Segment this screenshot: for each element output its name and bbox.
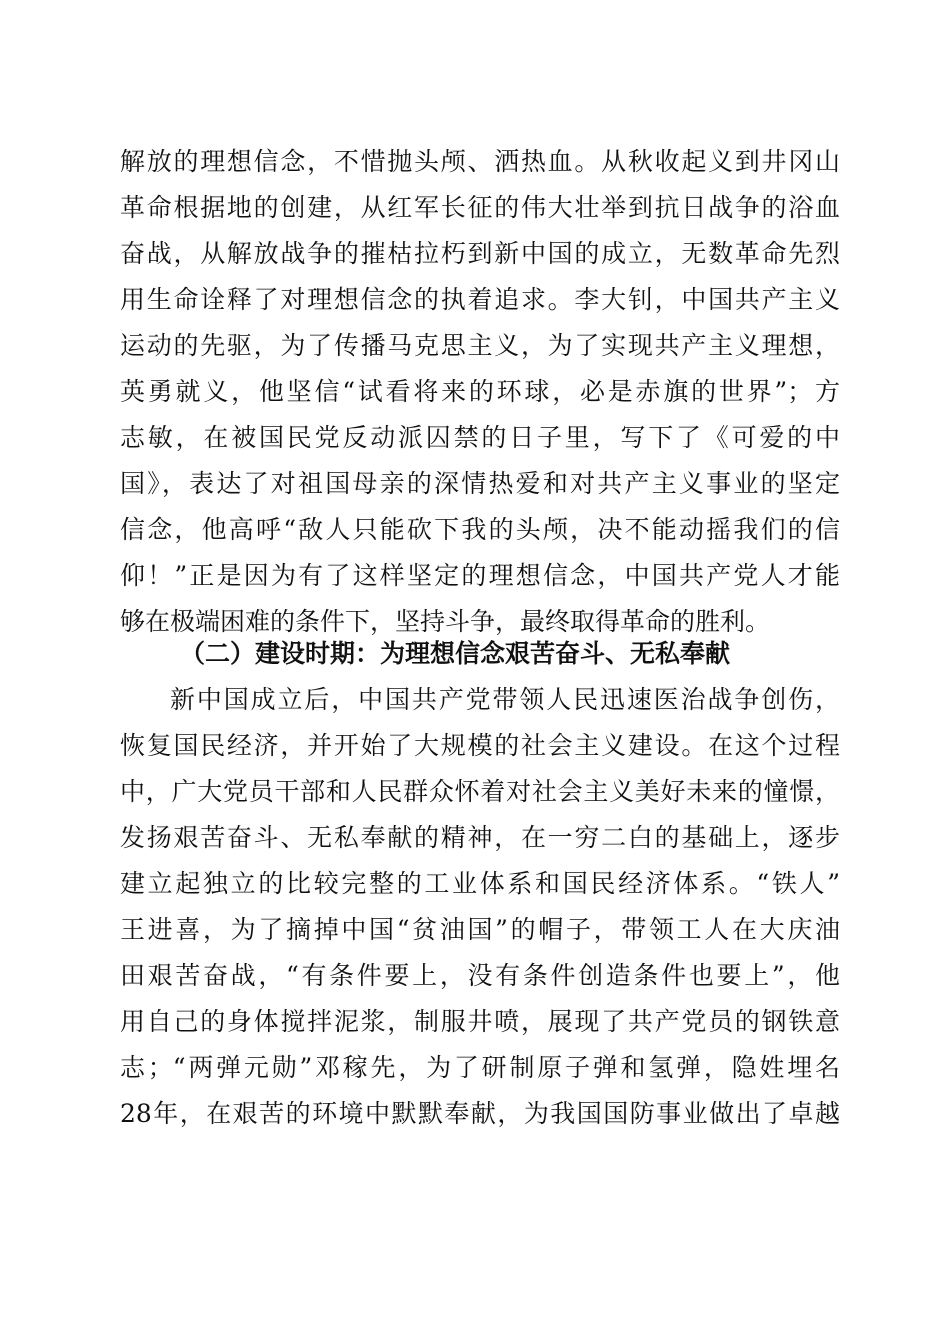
text-line: 志敏，在被国民党反动派囚禁的日子里，写下了《可爱的中 (120, 423, 840, 452)
text-line: 运动的先驱，为了传播马克思主义，为了实现共产主义理想， (120, 331, 840, 360)
section-heading: （二）建设时期：为理想信念艰苦奋斗、无私奉献 (180, 639, 731, 668)
text-line: 恢复国民经济，并开始了大规模的社会主义建设。在这个过程 (120, 731, 840, 760)
text-line: 仰！”正是因为有了这样坚定的理想信念，中国共产党人才能 (120, 561, 840, 590)
text-line: 够在极端困难的条件下，坚持斗争，最终取得革命的胜利。 (120, 607, 771, 636)
text-line: 英勇就义，他坚信“试看将来的环球，必是赤旗的世界”；方 (120, 377, 840, 406)
text-line: 奋战，从解放战争的摧枯拉朽到新中国的成立，无数革命先烈 (120, 239, 840, 268)
text-line: 新中国成立后，中国共产党带领人民迅速医治战争创伤， (170, 685, 840, 714)
text-line: 发扬艰苦奋斗、无私奉献的精神，在一穷二白的基础上，逐步 (120, 823, 840, 852)
text-line: 田艰苦奋战，“有条件要上，没有条件创造条件也要上”，他 (120, 961, 840, 990)
text-line: 解放的理想信念，不惜抛头颅、洒热血。从秋收起义到井冈山 (120, 147, 840, 176)
text-line: 志；“两弹元勋”邓稼先，为了研制原子弹和氢弹，隐姓埋名 (120, 1053, 840, 1082)
text-line: 革命根据地的创建，从红军长征的伟大壮举到抗日战争的浴血 (120, 193, 840, 222)
text-line: 用自己的身体搅拌泥浆，制服井喷，展现了共产党员的钢铁意 (120, 1007, 840, 1036)
text-line: 建立起独立的比较完整的工业体系和国民经济体系。“铁人” (120, 869, 840, 898)
text-line: 28年，在艰苦的环境中默默奉献，为我国国防事业做出了卓越 (120, 1099, 840, 1128)
text-line: 王进喜，为了摘掉中国“贫油国”的帽子，带领工人在大庆油 (120, 915, 840, 944)
text-line: 用生命诠释了对理想信念的执着追求。李大钊，中国共产主义 (120, 285, 840, 314)
text-line: 国》，表达了对祖国母亲的深情热爱和对共产主义事业的坚定 (120, 469, 840, 498)
text-line: 中，广大党员干部和人民群众怀着对社会主义美好未来的憧憬， (120, 777, 840, 806)
text-line: 信念，他高呼“敌人只能砍下我的头颅，决不能动摇我们的信 (120, 515, 840, 544)
